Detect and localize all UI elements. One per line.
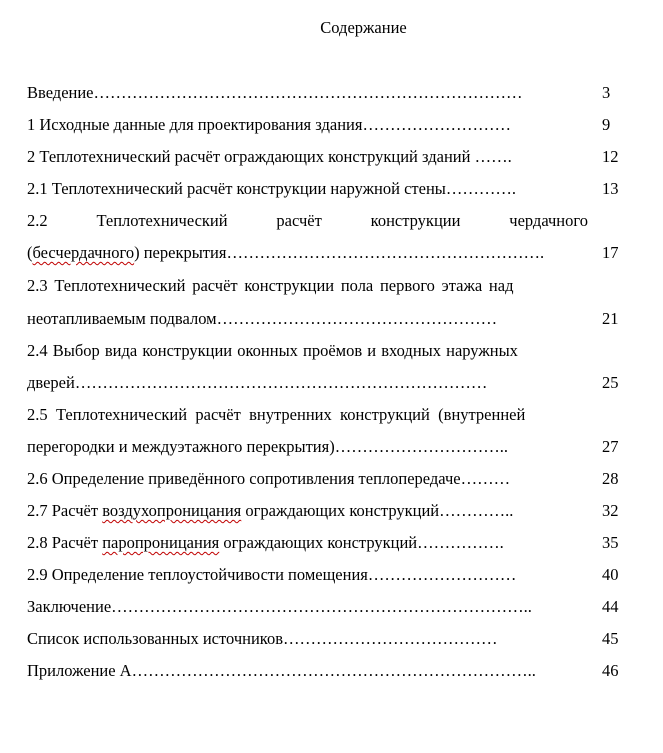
toc-page-number: 45 xyxy=(602,629,619,648)
toc-entry-2-9: 2.9 Определение теплоустойчивости помещения……………………… xyxy=(27,565,517,584)
toc-entry-appendix-a: Приложение А……………………………………………………………….. xyxy=(27,661,536,680)
toc-entry-2-7 xyxy=(27,500,588,522)
toc-entry-references: Список использованных источников………………………………… xyxy=(27,629,498,648)
toc-word: чердачного xyxy=(509,211,588,230)
toc-entry-2-3-line1: 2.3 Теплотехнический расчёт конструкции пола первого этажа над xyxy=(27,276,514,295)
toc-entry-2-1: 2.1 Теплотехнический расчёт конструкции наружной стены…………. xyxy=(27,179,516,198)
toc-entry-2-4-line1: 2.4 Выбор вида конструкции оконных проёмов и входных наружных xyxy=(27,341,518,360)
toc-entry-2-8 xyxy=(27,532,588,554)
spellcheck-word: бесчердачного xyxy=(32,243,135,262)
toc-page-number: 25 xyxy=(602,373,619,392)
page-title: Содержание xyxy=(320,18,407,37)
toc-word: расчёт xyxy=(276,211,322,230)
toc-entry-2-6: 2.6 Определение приведённого сопротивления теплопередаче……… xyxy=(27,469,511,488)
toc-entry-2-3-line2: неотапливаемым подвалом…………………………………………… xyxy=(27,309,498,328)
toc-word: Теплотехнический xyxy=(96,211,228,230)
toc-word: конструкции xyxy=(370,211,461,230)
toc-text: 2.8 Расчёт xyxy=(27,533,103,552)
toc-page-number: 13 xyxy=(602,179,619,198)
toc-entry-conclusion: Заключение………………………………………………………………….. xyxy=(27,597,532,616)
toc-entry-1: 1 Исходные данные для проектирования здания……………………… xyxy=(27,115,511,134)
toc-text: 2.7 Расчёт xyxy=(27,501,103,520)
spellcheck-word: паропроницания xyxy=(102,533,220,552)
toc-entry-introduction: Введение…………………………………………………………………… xyxy=(27,83,523,102)
toc-entry-2-5-line2: перегородки и междуэтажного перекрытия)………………………….. xyxy=(27,437,508,456)
toc-page-number: 44 xyxy=(602,597,619,616)
toc-page-number: 35 xyxy=(602,533,619,552)
toc-entry-2-2-line2 xyxy=(27,242,588,264)
toc-page-number: 32 xyxy=(602,501,619,520)
toc-text: ) перекрытия…………………………………………………. xyxy=(134,243,545,262)
toc-entry-2-4-line2: дверей………………………………………………………………… xyxy=(27,373,488,392)
toc-entry-2: 2 Теплотехнический расчёт ограждающих конструкций зданий ……. xyxy=(27,147,512,166)
toc-text: ( xyxy=(27,243,33,262)
toc-page-number: 3 xyxy=(602,83,611,102)
toc-page-number: 12 xyxy=(602,147,619,166)
toc-page-number: 28 xyxy=(602,469,619,488)
toc-page-number: 21 xyxy=(602,309,619,328)
toc-page-number: 9 xyxy=(602,115,611,134)
toc-text: ограждающих конструкций……………. xyxy=(219,533,504,552)
toc-entry-2-5-line1: 2.5 Теплотехнический расчёт внутренних конструкций (внутренней xyxy=(27,405,526,424)
toc-page-number: 46 xyxy=(602,661,619,680)
toc-word: 2.2 xyxy=(27,211,48,230)
toc-page-number: 40 xyxy=(602,565,619,584)
toc-entry-2-2-line1 xyxy=(27,210,588,232)
toc-page-number: 27 xyxy=(602,437,619,456)
toc-text: ограждающих конструкций………….. xyxy=(241,501,514,520)
toc-page-number: 17 xyxy=(602,243,619,262)
spellcheck-word: воздухопроницания xyxy=(102,501,242,520)
